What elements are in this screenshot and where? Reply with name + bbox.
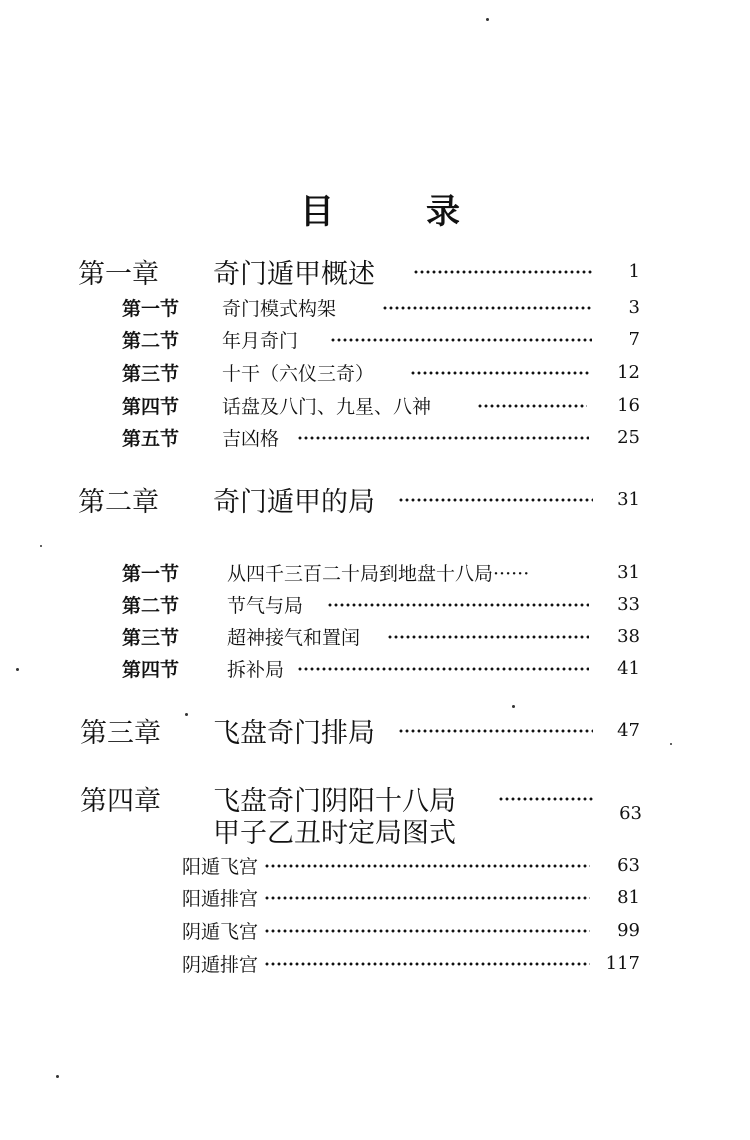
section-title: 节气与局 (227, 594, 304, 617)
section-entry (122, 290, 642, 324)
page-number: 12 (617, 361, 640, 383)
chapter-title: 奇门遁甲的局 (213, 486, 375, 518)
scan-speck (512, 705, 515, 708)
entry-title: 阳遁排宫 (182, 887, 259, 910)
section-entry (122, 355, 642, 389)
section-entry (122, 619, 642, 653)
entry (182, 913, 642, 947)
leader-dots (297, 436, 589, 440)
section-label: 第四节 (122, 658, 180, 681)
leader-dots (264, 929, 590, 933)
leader-dots (382, 306, 592, 310)
page-number: 81 (617, 886, 640, 908)
entry (182, 880, 642, 914)
section-entry (122, 587, 642, 621)
page-number: 25 (617, 426, 640, 448)
section-label: 第三节 (122, 626, 180, 649)
leader-dots (410, 371, 590, 375)
page-number: 31 (617, 488, 640, 510)
chapter-label: 第三章 (80, 717, 161, 749)
chapter-4-page (80, 796, 650, 830)
entry-title: 阴遁飞宫 (182, 920, 259, 943)
entry-title: 阴遁排宫 (182, 953, 259, 976)
section-label: 第二节 (122, 594, 180, 617)
section-label: 第四节 (122, 395, 180, 418)
section-entry (122, 388, 642, 422)
section-title: 吉凶格 (222, 427, 280, 450)
leader-dots (264, 896, 590, 900)
page-number: 63 (617, 854, 640, 876)
section-title: 年月奇门 (222, 329, 299, 352)
leader-dots (477, 404, 587, 408)
page-number: 33 (617, 593, 640, 615)
section-title: 拆补局 (227, 658, 285, 681)
chapter-1-entry (78, 254, 648, 288)
page-number: 1 (628, 260, 640, 282)
chapter-title-line1: 飞盘奇门阴阳十八局 (213, 785, 456, 817)
chapter-3-entry (80, 713, 650, 747)
chapter-label: 第二章 (78, 486, 159, 518)
leader-dots (413, 270, 593, 274)
section-title: 超神接气和置闰 (227, 626, 361, 649)
scan-speck (56, 1075, 59, 1078)
section-entry (122, 322, 642, 356)
scan-speck (185, 713, 188, 716)
page-number: 63 (619, 802, 642, 824)
section-title: 十干（六仪三奇） (222, 362, 375, 385)
section-label: 第一节 (122, 562, 180, 585)
section-title: 从四千三百二十局到地盘十八局······ (227, 562, 530, 585)
page-number: 7 (628, 328, 640, 350)
section-label: 第二节 (122, 329, 180, 352)
section-title: 话盘及八门、九星、八神 (222, 395, 432, 418)
title-char-left: 目 (300, 191, 334, 232)
leader-dots (327, 603, 589, 607)
title-char-right: 录 (426, 191, 460, 232)
section-entry (122, 555, 642, 589)
section-label: 第五节 (122, 427, 180, 450)
page-number: 41 (617, 657, 640, 679)
chapter-label: 第一章 (78, 258, 159, 290)
scan-speck (40, 545, 42, 547)
section-title: 奇门模式构架 (222, 297, 337, 320)
leader-dots (264, 962, 590, 966)
chapter-2-entry (78, 482, 648, 516)
section-entry (122, 420, 642, 454)
leader-dots (398, 498, 593, 502)
chapter-title: 飞盘奇门排局 (213, 717, 375, 749)
scan-speck (486, 18, 489, 21)
page-number: 117 (605, 952, 640, 974)
chapter-title: 奇门遁甲概述 (213, 258, 375, 290)
leader-dots (264, 864, 590, 868)
page-number: 99 (617, 919, 640, 941)
page-number: 16 (617, 394, 640, 416)
page-number: 47 (617, 719, 640, 741)
page-number: 3 (628, 296, 640, 318)
page-number: 31 (617, 561, 640, 583)
leader-dots (387, 635, 589, 639)
page-number: 38 (617, 625, 640, 647)
leader-dots (398, 729, 593, 733)
leader-dots (330, 338, 592, 342)
page-title (300, 183, 460, 233)
entry-title: 阳遁飞宫 (182, 855, 259, 878)
scan-speck (16, 668, 19, 671)
entry (182, 946, 642, 980)
section-label: 第一节 (122, 297, 180, 320)
scan-speck (670, 743, 672, 745)
section-label: 第三节 (122, 362, 180, 385)
chapter-label: 第四章 (80, 785, 161, 817)
leader-dots (297, 667, 589, 671)
entry (182, 848, 642, 882)
chapter-title-line2: 甲子乙丑时定局图式 (213, 817, 456, 849)
section-entry (122, 651, 642, 685)
